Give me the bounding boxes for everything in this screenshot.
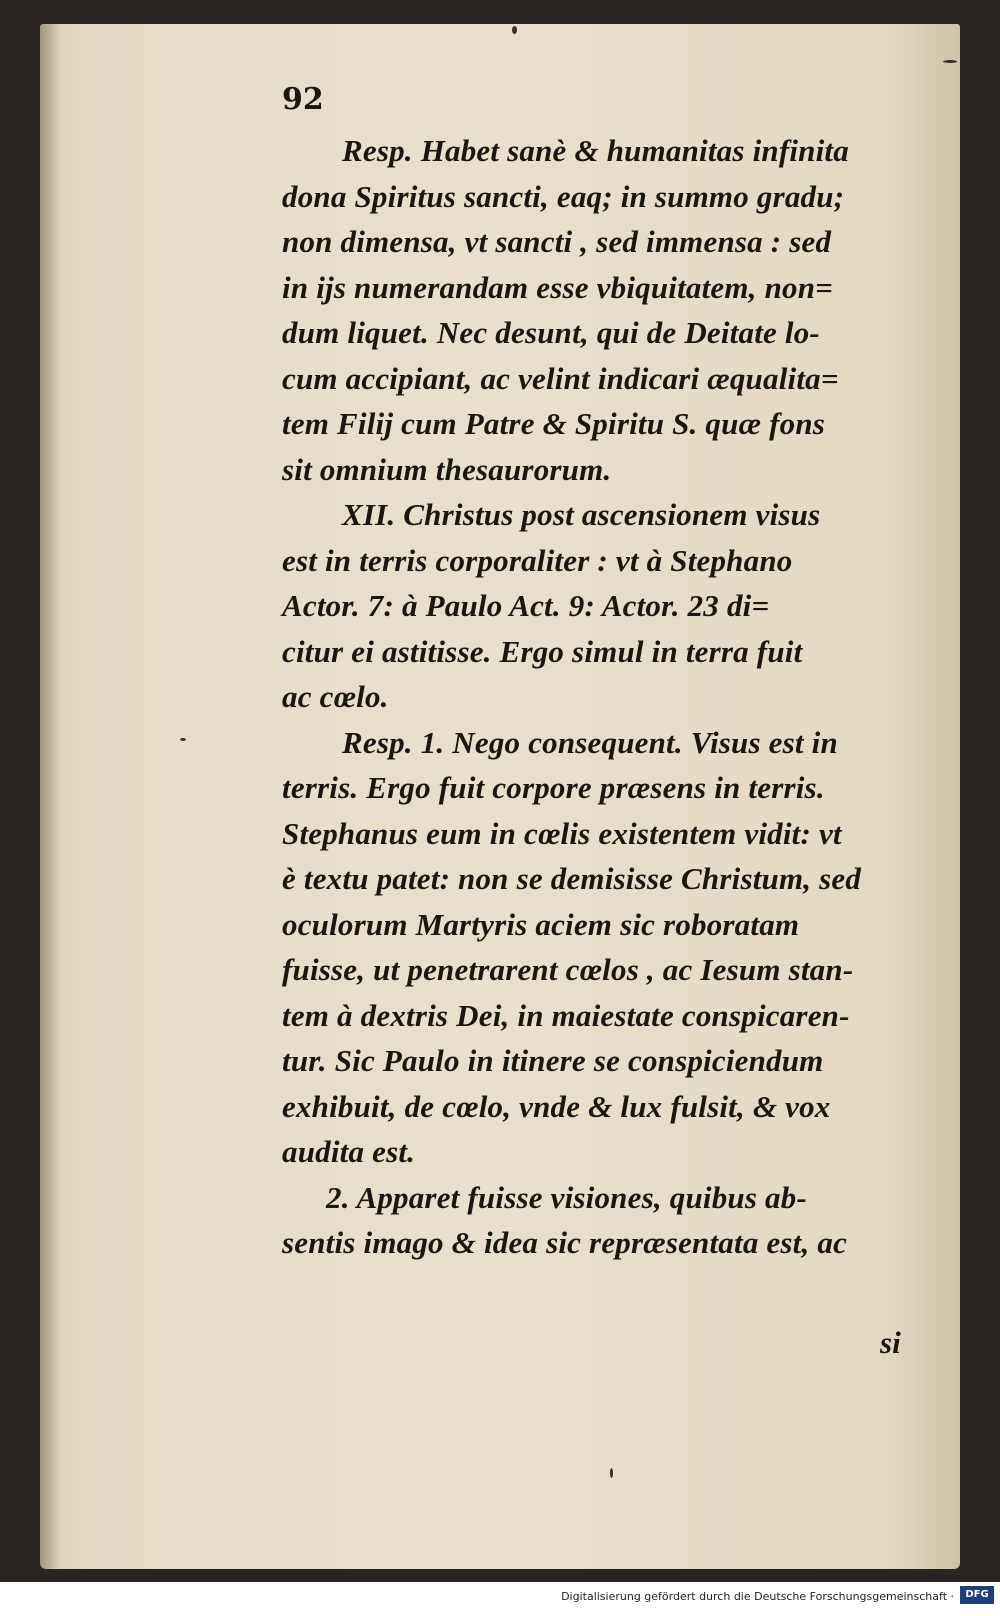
text-line: oculorum Martyris aciem sic roboratam: [282, 906, 800, 942]
text-line: dona Spiritus sancti, eaq; in summo gradu;: [282, 178, 845, 214]
page-number: 92: [282, 82, 324, 117]
text-line: tem Filij cum Patre & Spiritu S. quæ fons: [282, 406, 826, 441]
text-line: citur ei astitisse. Ergo simul in terra fuit: [282, 633, 803, 669]
text-line: tem à dextris Dei, in maiestate conspicaren-: [282, 997, 850, 1033]
text-line: è textu patet: non se demisisse Christum, sed: [282, 861, 862, 896]
text-line: exhibuit, de cœlo, vnde & lux fulsit, & vox: [282, 1088, 831, 1124]
catchword: si: [880, 1325, 901, 1360]
text-line: ac cœlo.: [282, 679, 389, 714]
text-line: tur. Sic Paulo in itinere se conspiciendum: [282, 1043, 824, 1078]
text-line: XII. Christus post ascensionem visus: [342, 497, 821, 532]
text-line: sentis imago & idea sic repræsentata est, ac: [282, 1225, 848, 1260]
text-line: fuisse, ut penetrarent cœlos , ac Iesum stan-: [282, 952, 854, 987]
paper-speck: [943, 60, 957, 63]
text-line: in ijs numerandam esse vbiquitatem, non=: [282, 269, 834, 305]
text-line: terris. Ergo fuit corpore præsens in terris.: [282, 770, 825, 805]
text-line: est in terris corporaliter : vt à Stephano: [282, 542, 793, 578]
funding-credit: Digitalisierung gefördert durch die Deutsche Forschungsgemeinschaft ·: [561, 1590, 954, 1603]
text-line: audita est.: [282, 1134, 416, 1169]
text-line: Stephanus eum in cœlis existentem vidit: vt: [282, 815, 842, 851]
body-text: [282, 128, 932, 1266]
dfg-logo: DFG: [960, 1586, 994, 1604]
paper-speck: [610, 1468, 613, 1478]
text-line: sit omnium thesaurorum.: [282, 451, 612, 487]
digitization-footer: [0, 1582, 1000, 1616]
paper-speck: [180, 738, 186, 741]
page-gutter-shadow: [40, 24, 60, 1569]
paper-speck: [512, 26, 517, 34]
text-line: Actor. 7: à Paulo Act. 9: Actor. 23 di=: [282, 588, 770, 623]
text-line: non dimensa, vt sancti , sed immensa : sed: [282, 224, 832, 259]
text-line: 2. Apparet fuisse visiones, quibus ab-: [326, 1179, 807, 1215]
text-line: cum accipiant, ac velint indicari æqualita=: [282, 360, 839, 396]
text-line: Resp. 1. Nego consequent. Visus est in: [342, 724, 838, 760]
text-line: Resp. Habet sanè & humanitas infinita: [342, 133, 849, 168]
text-line: dum liquet. Nec desunt, qui de Deitate lo-: [282, 315, 820, 350]
